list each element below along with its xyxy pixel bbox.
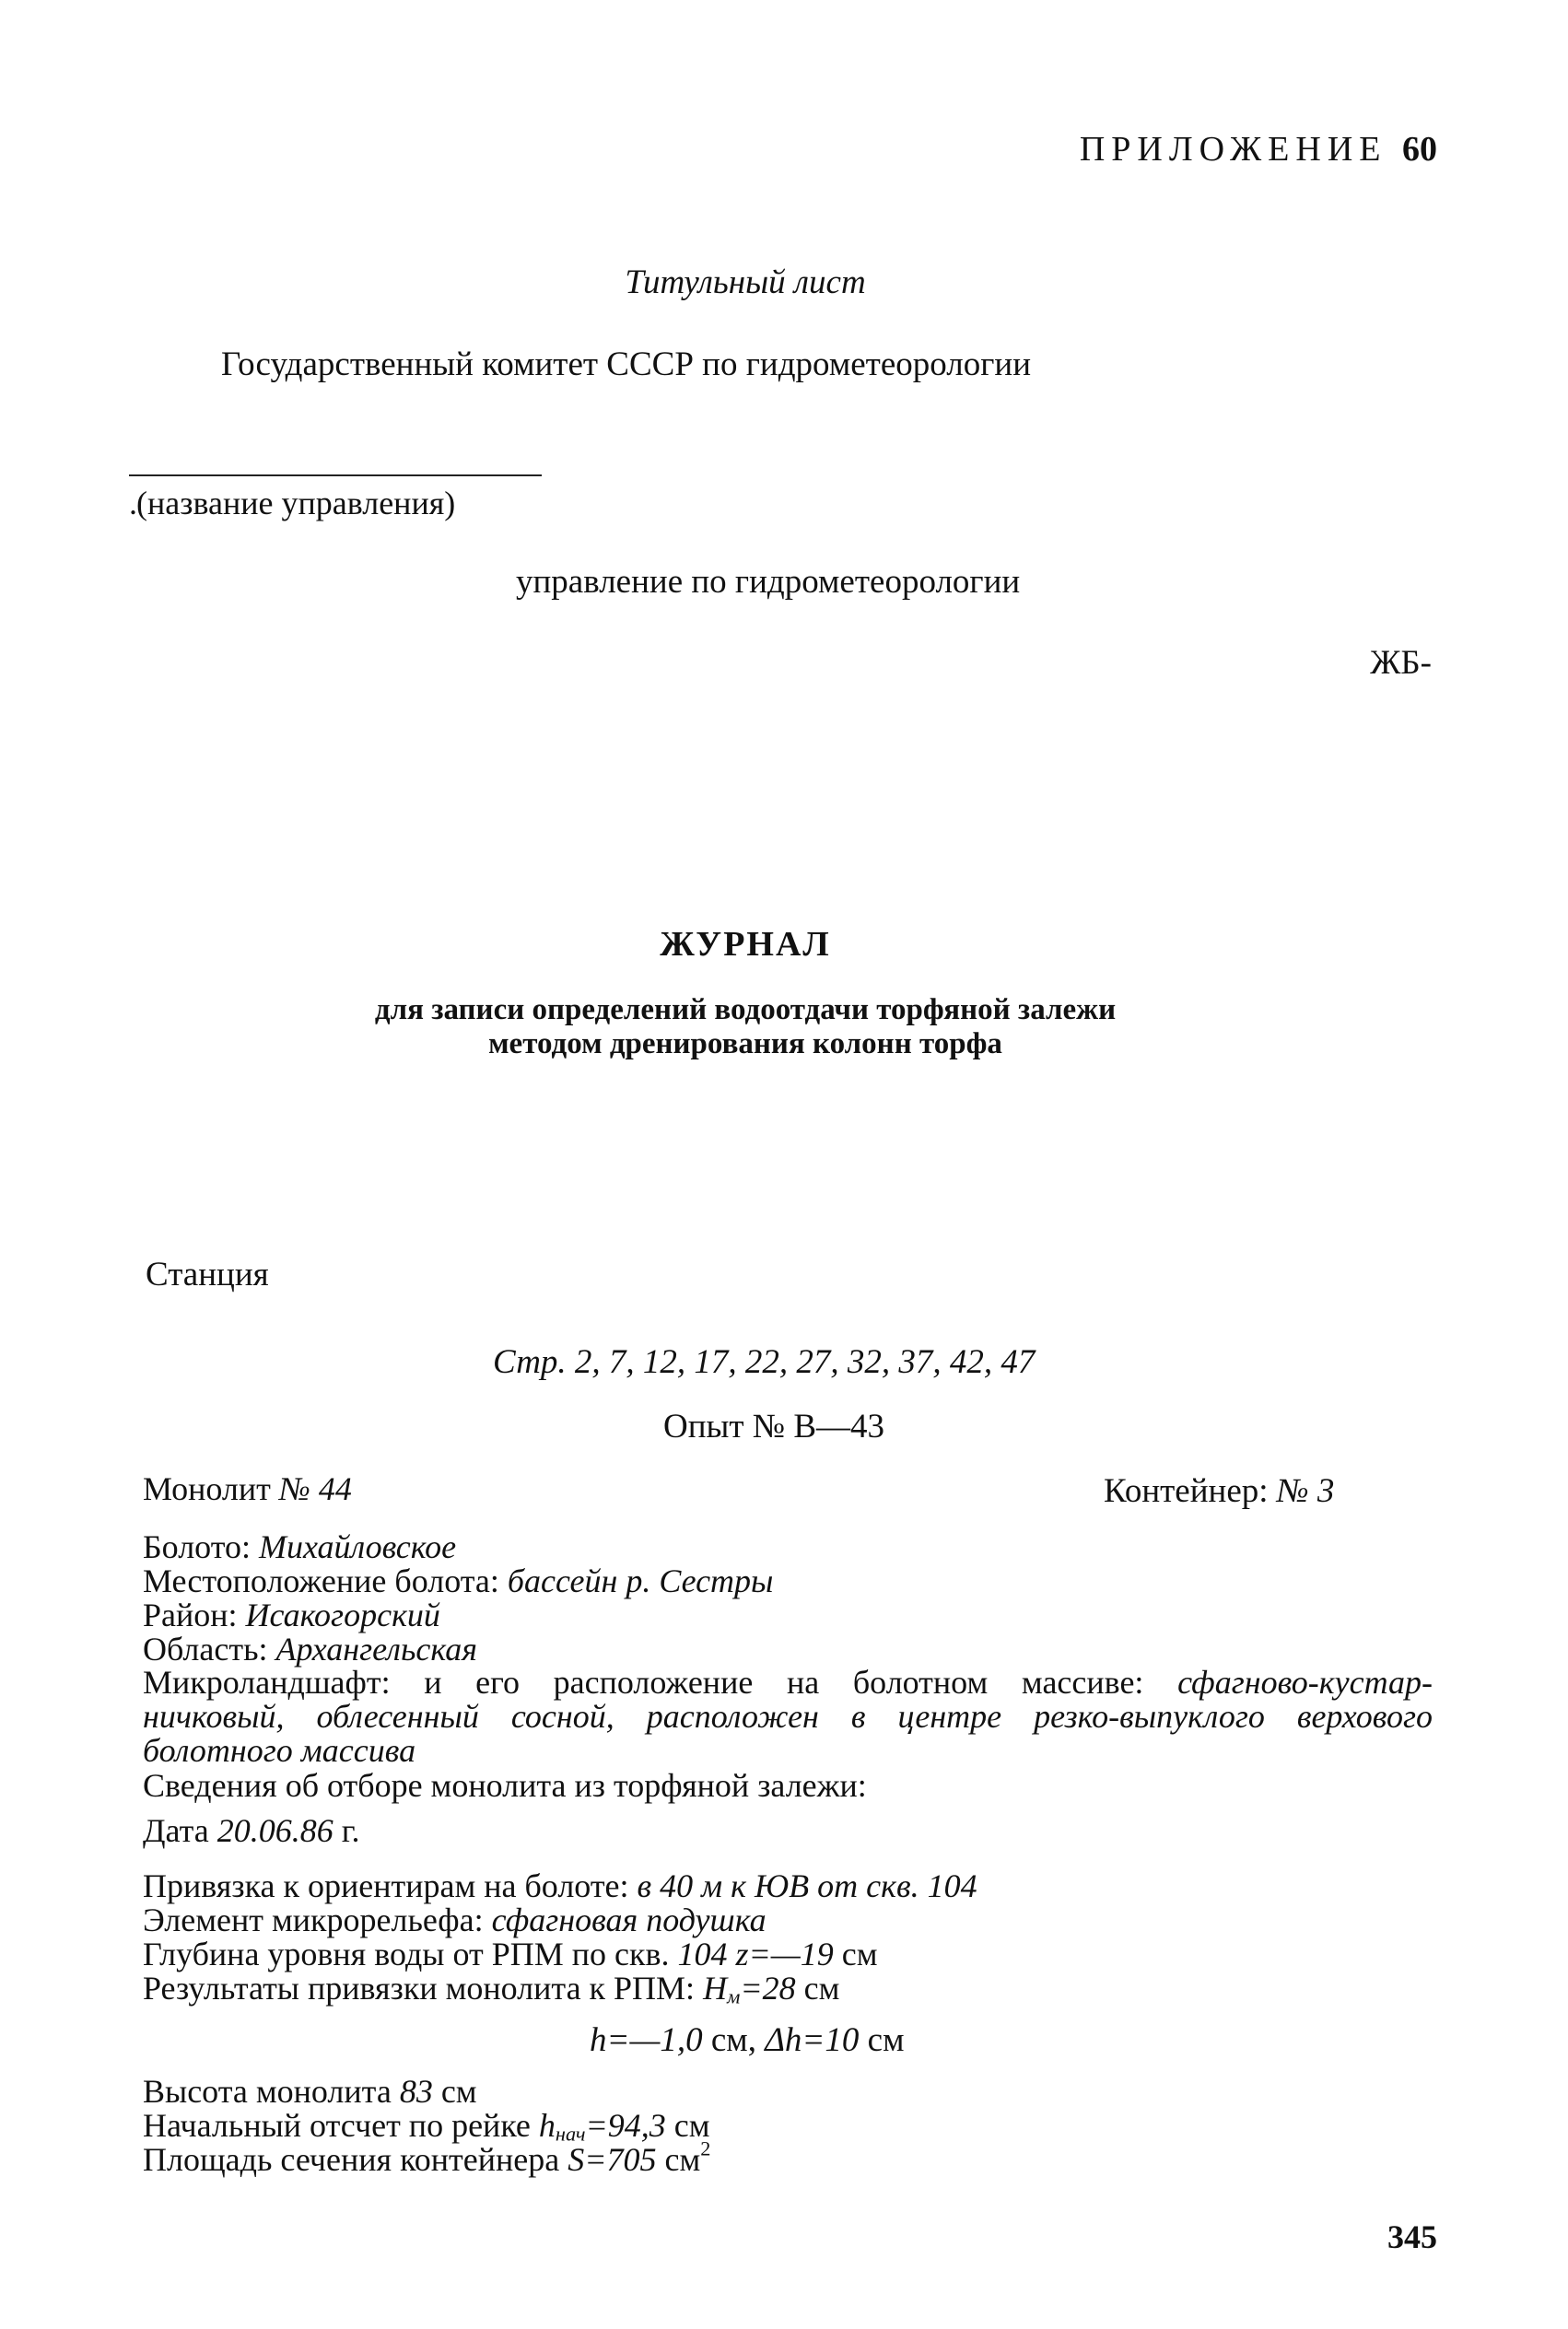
reference-label: Привязка к ориентирам на болоте: [143, 1867, 629, 1904]
region-row [143, 1632, 477, 1667]
journal-subtitle-line2: методом дренирования колонн торфа [488, 1027, 1002, 1060]
date-value: 20.06.86 [216, 1812, 333, 1849]
page-number: 345 [1387, 2218, 1437, 2255]
district-value: Исакогорский [245, 1597, 440, 1633]
pages-list: Стр. 2, 7, 12, 17, 22, 27, 32, 37, 42, 47 [493, 1343, 1036, 1381]
rpm-row [143, 1971, 839, 2014]
bog-value: Михайловское [258, 1528, 457, 1565]
water-label: Глубина уровня воды от РПМ по скв. [143, 1936, 670, 1972]
water-depth-row [143, 1937, 878, 1972]
appendix-label: ПРИЛОЖЕНИЕ [1079, 130, 1387, 169]
micro-element-row [143, 1902, 766, 1937]
rpm-symbol: H [703, 1970, 728, 2007]
water-well: 104 [677, 1936, 728, 1972]
sampling-heading: Сведения об отборе монолита из торфяной залежи: [143, 1767, 867, 1804]
rpm-value-group [703, 1970, 796, 2007]
committee-line: Государственный комитет СССР по гидрометеорологии [221, 345, 1032, 383]
height-unit: см [440, 2073, 477, 2110]
dh-unit: см [867, 2021, 905, 2059]
bog-label: Болото: [143, 1528, 251, 1565]
height-value: 83 [399, 2073, 433, 2110]
area-unit-group [664, 2136, 711, 2178]
area-label: Площадь сечения контейнера [143, 2141, 560, 2178]
rpm-subscript: м [727, 1984, 741, 2008]
height-row [143, 2074, 477, 2109]
container-label: Контейнер: [1104, 1472, 1269, 1510]
microlandscape-paragraph [143, 1666, 1433, 1768]
area-row [143, 2136, 711, 2178]
experiment-number: Опыт № В—43 [663, 1408, 885, 1445]
department-name: управление по гидрометеорологии [516, 563, 1021, 601]
water-z: z=—19 [735, 1936, 834, 1972]
rpm-unit: см [803, 1970, 840, 2007]
h-unit: см, [710, 2021, 756, 2059]
microlandscape-value-2: ничковый, облесенный сосной, расположен в центре резко-выпуклого верхового [143, 1698, 1433, 1735]
microlandscape-line1 [143, 1666, 1433, 1700]
height-label: Высота монолита [143, 2073, 392, 2110]
microlandscape-value-3: болотного массива [143, 1732, 416, 1769]
reference-value: в 40 м к ЮВ от скв. 104 [637, 1867, 977, 1904]
initial-value-group [539, 2107, 666, 2144]
area-unit: см [664, 2141, 701, 2178]
department-caption: . (название управления) [136, 484, 455, 522]
micro-element-label: Элемент микрорельефа: [143, 1902, 484, 1938]
station-label: Станция [146, 1256, 269, 1293]
initial-subscript: нач [555, 2122, 586, 2146]
region-label: Область: [143, 1631, 268, 1668]
monolith-row [143, 1471, 352, 1506]
region-value: Архангельская [275, 1631, 477, 1668]
initial-label: Начальный отсчет по рейке [143, 2107, 531, 2144]
location-row [143, 1563, 773, 1598]
initial-equals: =94,3 [585, 2107, 666, 2144]
date-label: Дата [143, 1812, 209, 1849]
appendix-number: 60 [1402, 130, 1437, 169]
micro-element-value: сфагновая подушка [491, 1902, 766, 1938]
location-value: бассейн р. Сестры [507, 1562, 774, 1599]
microlandscape-value-1: сфагново-кустар- [1177, 1664, 1433, 1701]
district-label: Район: [143, 1597, 238, 1633]
area-value: S=705 [568, 2141, 657, 2178]
journal-title: ЖУРНАЛ [660, 925, 831, 964]
title-sheet-heading: Титульный лист [625, 263, 866, 301]
bog-row [143, 1529, 456, 1564]
date-suffix: г. [341, 1812, 360, 1849]
rpm-label: Результаты привязки монолита к РПМ: [143, 1970, 696, 2007]
journal-subtitle-line1: для записи определений водоотдачи торфяной залежи [374, 993, 1117, 1026]
h-row [590, 2020, 905, 2060]
reference-row [143, 1868, 977, 1903]
district-row [143, 1598, 440, 1633]
department-rule-line [129, 474, 542, 476]
area-superscript: 2 [700, 2136, 711, 2160]
rpm-equals: =28 [740, 1970, 796, 2007]
monolith-label: Монолит [143, 1470, 271, 1507]
dh-value: Δh=10 [765, 2021, 860, 2059]
container-value: № 3 [1276, 1472, 1335, 1510]
initial-symbol: h [538, 2107, 556, 2144]
appendix-header [1080, 129, 1437, 170]
water-unit: см [841, 1936, 878, 1972]
microlandscape-label: Микроландшафт: и его расположение на болотном массиве: [143, 1664, 1144, 1701]
journal-code: ЖБ- [1370, 644, 1432, 682]
container-row [1104, 1471, 1334, 1511]
monolith-value: № 44 [278, 1470, 352, 1507]
h-value: h=—1,0 [590, 2021, 703, 2059]
date-row [143, 1813, 359, 1848]
location-label: Местоположение болота: [143, 1562, 499, 1599]
initial-unit: см [673, 2107, 710, 2144]
